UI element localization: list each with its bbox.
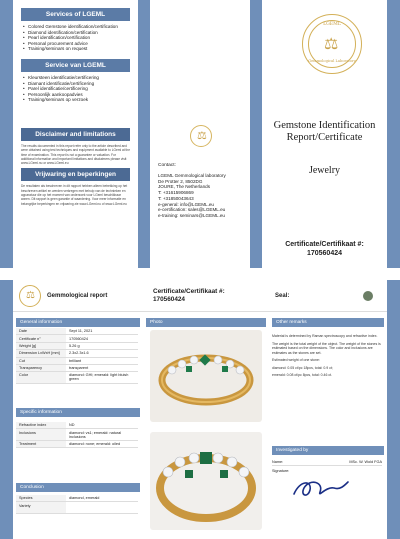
services-title: Services of LGEML (21, 8, 130, 21)
lgeml-logo-icon: ⚖ (190, 125, 212, 147)
table-row: Color diamond: GHI; emerald: light bluish green (16, 372, 138, 383)
service-item: • Training/seminars on request (23, 46, 130, 52)
dienst-title: Service van LGEML (21, 59, 130, 72)
table-row: Weight [g] 5.26 g (16, 342, 138, 349)
remarks-title: Other remarks (272, 318, 384, 327)
table-row: Transparency transparent (16, 364, 138, 371)
contact-line: e-certification: sales@LGEML.eu (158, 207, 226, 213)
table-row: Dimension LxWxH [mm] 2.3x2.3x1.6 (16, 350, 138, 357)
report-cert-label: Certificate/Certifikaat #: (153, 288, 225, 295)
contact-line: T: +31850043643 (158, 195, 194, 201)
remark-line: emerald: 0.08 ct/pc 8pcs, total: 0.46 ct. (272, 373, 333, 377)
brochure-fold-2 (250, 0, 262, 268)
service-item: • Diamond identification/certification (23, 30, 130, 36)
logo-bottom-text: Gemmological Laboratory (308, 59, 356, 63)
signature-label: Signature: (272, 469, 290, 473)
remark-line: Estimated weight of one stone: (272, 358, 320, 362)
table-row: Date Sept 11, 2021 (16, 328, 138, 335)
brochure-edge-left (0, 0, 13, 268)
table-row: Variety (16, 502, 138, 514)
remark-line: diamond: 0.05 ct/pc 18pcs, total: 0.9 ct; (272, 365, 333, 370)
logo-top-text: LGEML (323, 22, 341, 27)
gemmological-report (0, 280, 400, 539)
dienst-item: • Persoonlijk aankoopadvies (23, 92, 130, 98)
dienst-item: • Diamant identificatie/certificering (23, 81, 130, 87)
dienst-item: • Kleursteen identificatie/certificering (23, 75, 130, 81)
report-title: Gemstone Identification Report/Certificate (273, 120, 376, 143)
cover-cert-number: 170560424 (306, 250, 343, 257)
specific-info-table (16, 422, 138, 448)
investigator-block (272, 458, 382, 503)
disclaimer-text: The results documented in this report refer only to the article described and were obtained using test techniques and equipment available to LGeml at the time of examination. This report is not a guarantee or valuation. For additional information and important limitations and disclaimers please visit www.LGeml.nu or www.LGeml.eu (21, 143, 130, 166)
service-item: • Pearl identification/certification (23, 35, 130, 41)
service-item: • Personal procurement advice (23, 41, 130, 47)
scales-icon: ⚖ (324, 36, 339, 53)
brochure-contact-column (150, 0, 250, 268)
brochure-edge-right (387, 0, 400, 268)
brochure-cover-column (262, 0, 387, 268)
contact-line: JOURE, The Netherlands (158, 184, 211, 190)
lgeml-logo-icon: ⚖ (19, 285, 41, 307)
conclusion-title: Conclusion (16, 483, 140, 492)
signature-graphic (290, 476, 350, 502)
remark-line: Material is determined by Raman spectroscopy and refractive index. (272, 334, 378, 338)
disclaimer-title: Disclaimer and limitations (21, 128, 130, 141)
cover-cert-label: Certificate/Certifikaat #: (285, 241, 364, 248)
contact-line: De Protter 2, 8502DG (158, 178, 203, 184)
report-edge-right (387, 280, 400, 539)
remarks-text (272, 334, 382, 378)
name-value: MSc. W. Wold FGA (349, 459, 382, 464)
lgeml-seal-logo (302, 14, 362, 74)
table-row: Inclusions diamond: vs1; emerald: natural inclusions (16, 429, 138, 440)
brochure-fold-1 (138, 0, 150, 268)
service-item: • Colored Gemstone identification/certification (23, 24, 130, 30)
ring-photo-top (150, 330, 262, 422)
seal-stamp-icon (363, 291, 373, 301)
report-header-title: Gemmological report (47, 293, 108, 299)
cover-certificate (262, 240, 387, 258)
seal-label: Seal: (275, 293, 290, 299)
general-info-table (16, 328, 138, 384)
vrijwaring-title: Vrijwaring en beperkingen (21, 168, 130, 181)
report-edge-left (0, 280, 13, 539)
brochure-services-column (13, 0, 138, 268)
jewelry-label: Jewelry (308, 165, 341, 176)
ring-photo-top-graphic (150, 330, 262, 422)
contact-line: e-training: seminars@LGEML.eu (158, 212, 225, 218)
name-label: Name: (272, 459, 284, 464)
table-row: Certificate n° 170560424 (16, 335, 138, 342)
specific-info-title: Specific information (16, 408, 140, 417)
general-info-title: General information (16, 318, 140, 327)
dienst-list (13, 72, 138, 106)
report-certificate (153, 288, 225, 304)
contact-line: T: +31615906869 (158, 190, 194, 196)
services-list (13, 21, 138, 55)
report-header (13, 280, 387, 312)
dienst-item: • Parel identificatie/certificering (23, 86, 130, 92)
vrijwaring-text: De resultaten als beschreven in dit rapport hebben alleen betrekking op het beschreven artikel en werden verkregen met behulp van de technieken en apparatuur die op het moment van onderzoek voor LGeml beschikbaar waren. Dit rapport is geen garantie of waardering. Voor meer informatie en belangrijke beperkingen en vrijwaring zie www.LGeml.nu of www.LGeml.eu (21, 184, 128, 206)
contact-line: e-general: info@LGEML.eu (158, 201, 214, 207)
ring-photo-bottom-graphic (150, 432, 262, 530)
contact-line: LGEML Gemmological laboratory (158, 173, 226, 178)
ring-photo-bottom (150, 432, 262, 530)
table-row: Cut brilliant (16, 357, 138, 364)
table-row: Species diamond, emerald (16, 495, 138, 502)
report-cert-number: 170560424 (153, 296, 185, 303)
contact-title: Contact: (158, 163, 176, 168)
contact-lines (158, 173, 226, 219)
remark-line: The weight is the total weight of the object. The weight of the stones is estimated based on the dimensions. The color and inclusions are estimates as the stones are set. (272, 341, 381, 355)
dienst-item: • Training/seminars op verzoek (23, 97, 130, 103)
investigated-title: Investigated by (272, 446, 384, 455)
conclusion-table (16, 495, 138, 514)
photo-title: Photo (146, 318, 266, 327)
table-row: Treatment diamond: none; emerald: oiled (16, 440, 138, 447)
table-row: Refractive index ND (16, 422, 138, 429)
